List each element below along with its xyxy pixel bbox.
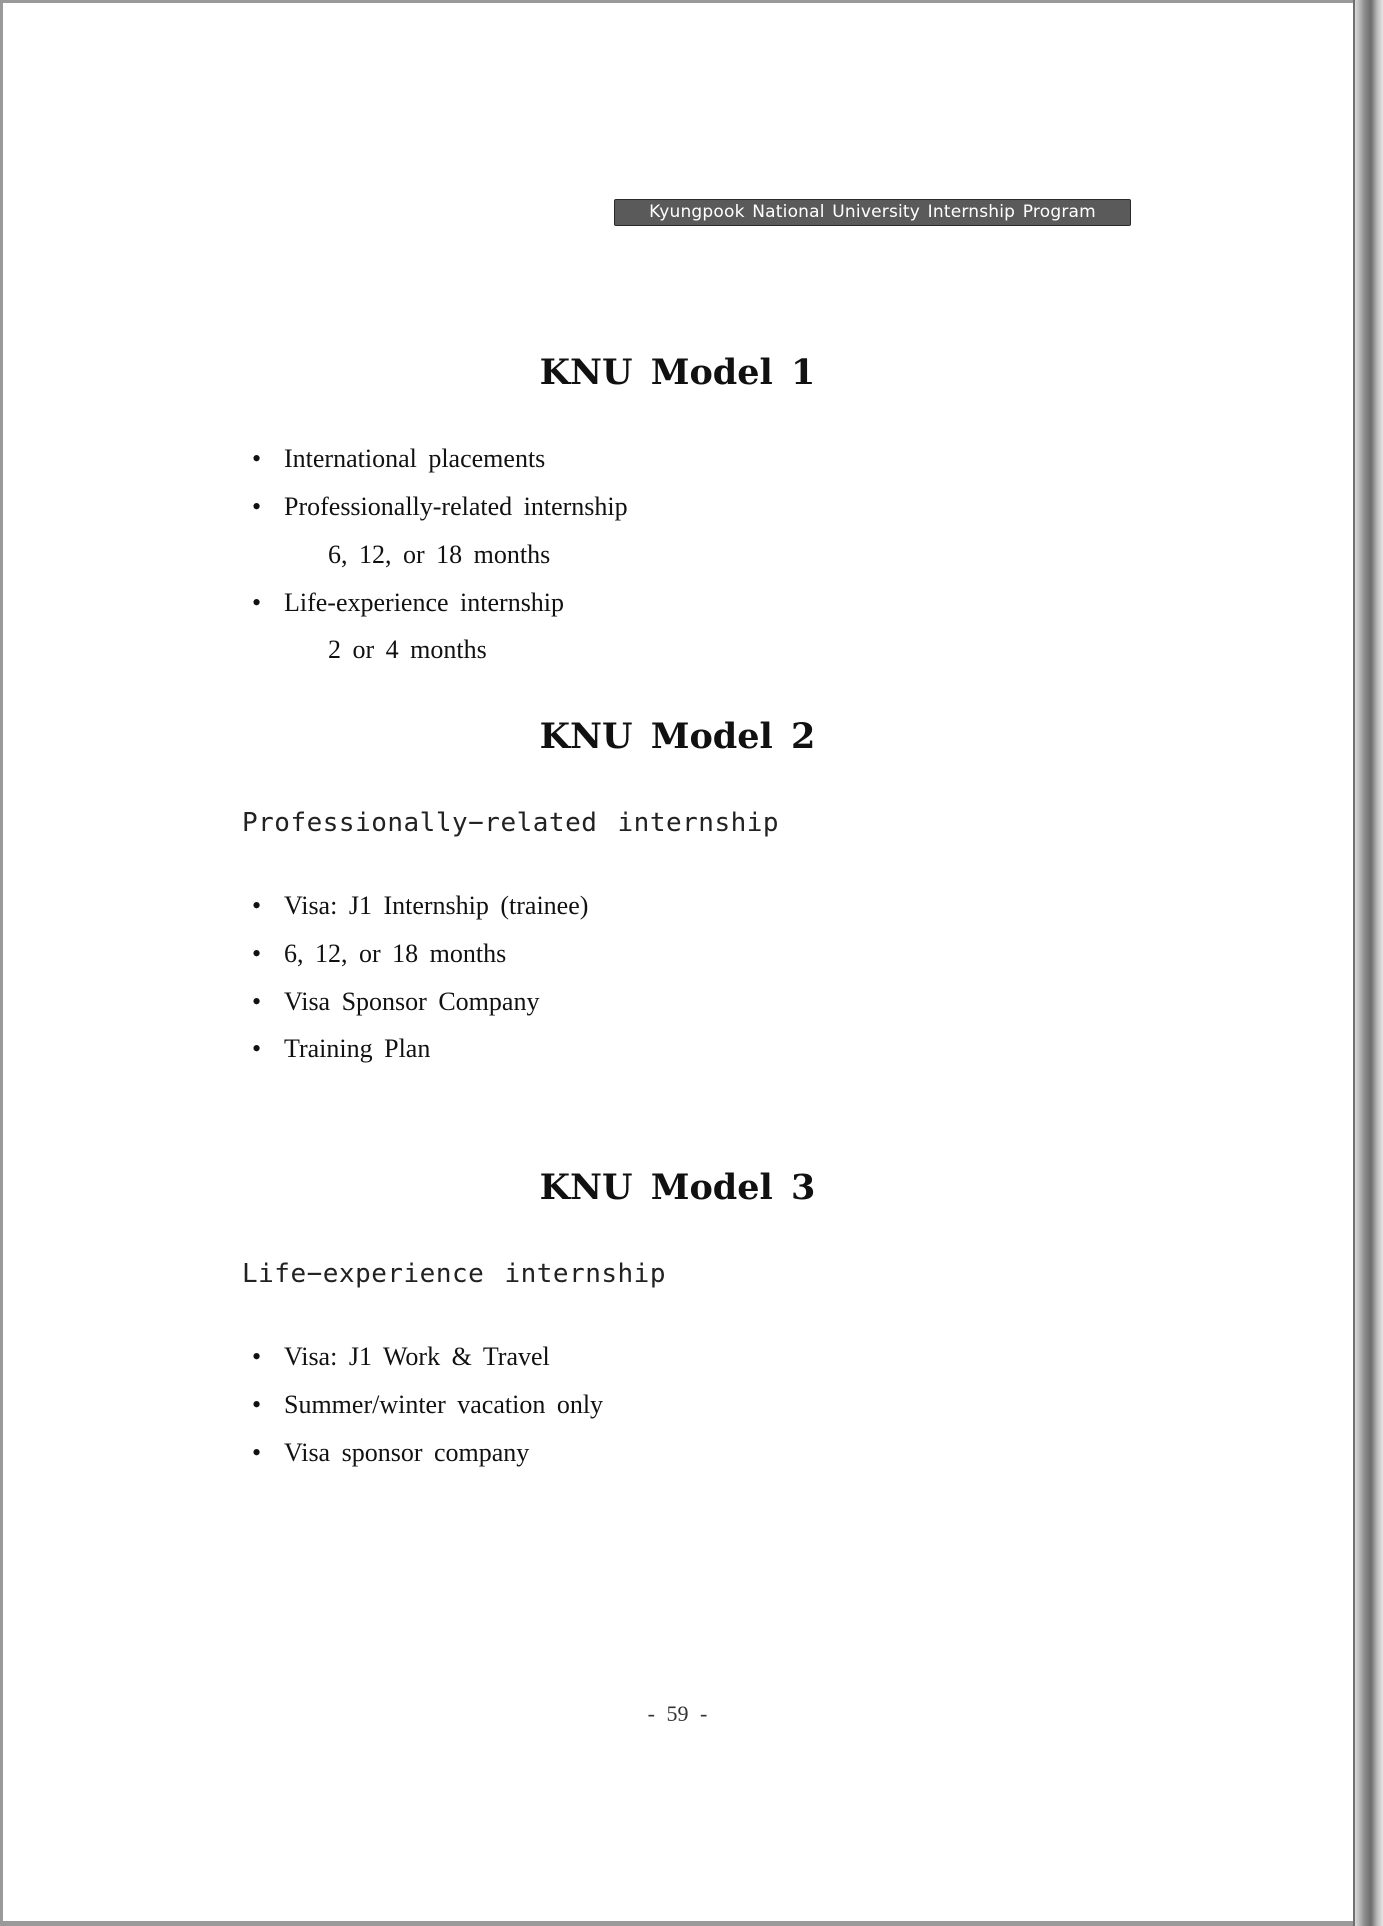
list-item <box>252 1438 529 1468</box>
list-item-text: Professionally-related internship <box>284 492 628 521</box>
list-item <box>252 1034 430 1064</box>
bullet-icon: • <box>252 444 262 473</box>
list-item-text: Visa: J1 Work & Travel <box>284 1342 550 1371</box>
list-item-text: Training Plan <box>284 1034 431 1063</box>
list-subitem: 2 or 4 months <box>328 635 487 664</box>
model-1-heading: KNU Model 1 <box>539 352 816 393</box>
bullet-icon: • <box>252 588 262 617</box>
model-3-subtitle: Life−experience internship <box>242 1259 666 1289</box>
list-item-text: 6, 12, or 18 months <box>284 939 507 968</box>
list-item <box>252 444 545 474</box>
bullet-icon: • <box>252 939 262 968</box>
model-2-subtitle: Professionally−related internship <box>242 808 780 838</box>
page-border-left <box>0 0 3 1926</box>
bullet-icon: • <box>252 1342 262 1371</box>
bullet-icon: • <box>252 987 262 1016</box>
list-item-text: Summer/winter vacation only <box>284 1390 604 1419</box>
list-item-text: Visa Sponsor Company <box>284 987 540 1016</box>
list-item-text: Visa sponsor company <box>284 1438 530 1467</box>
program-header-label: Kyungpook National University Internship Program <box>649 202 1096 222</box>
list-item-text: Life-experience internship <box>284 588 565 617</box>
program-header-banner <box>614 199 1131 226</box>
bullet-icon: • <box>252 1034 262 1063</box>
model-3-heading: KNU Model 3 <box>539 1167 816 1208</box>
page-border-bottom <box>0 1921 1383 1926</box>
list-item <box>252 891 588 921</box>
list-item <box>252 987 539 1017</box>
bullet-icon: • <box>252 891 262 920</box>
page-number: - 59 - <box>647 1701 708 1726</box>
bullet-icon: • <box>252 1438 262 1467</box>
bullet-icon: • <box>252 1390 262 1419</box>
list-item-text: Visa: J1 Internship (trainee) <box>284 891 589 920</box>
list-item <box>252 939 506 969</box>
list-item <box>252 1390 603 1420</box>
bullet-icon: • <box>252 492 262 521</box>
list-subitem: 6, 12, or 18 months <box>328 540 551 569</box>
page-border-top <box>0 0 1360 3</box>
list-item <box>252 588 564 618</box>
list-item <box>252 1342 550 1372</box>
list-item-text: International placements <box>284 444 546 473</box>
model-2-heading: KNU Model 2 <box>539 716 816 757</box>
page-edge-shadow <box>1355 0 1383 1926</box>
list-item <box>252 492 628 522</box>
